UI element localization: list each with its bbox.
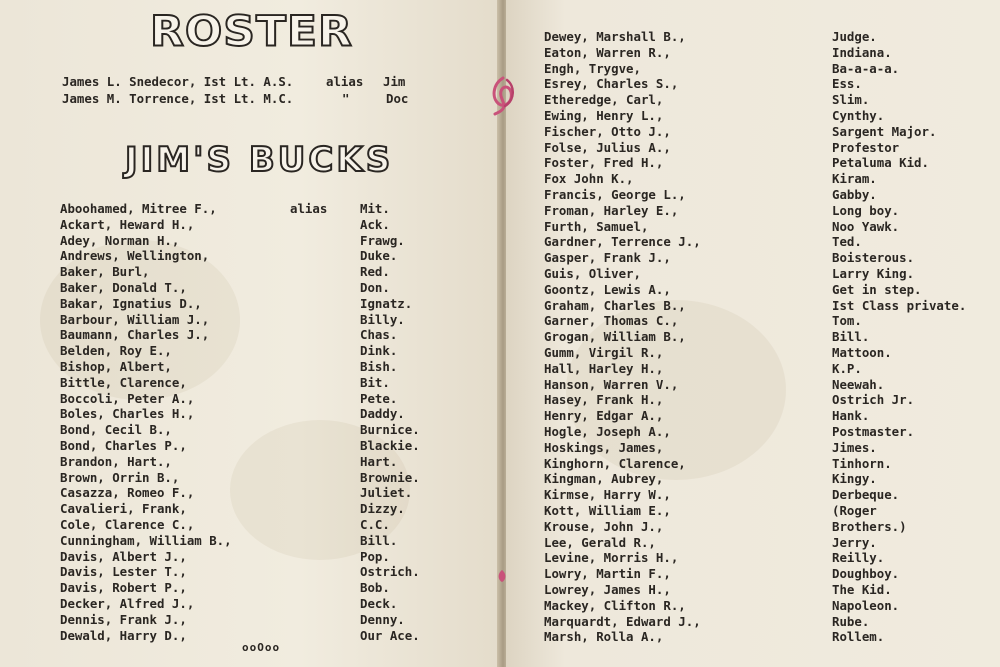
entry-nickname: Gabby. [832, 187, 877, 202]
roster-entry [0, 470, 500, 486]
entry-name: Kirmse, Harry W., [544, 487, 671, 503]
roster-entry [506, 614, 1000, 630]
entry-nickname: Ack. [360, 216, 390, 232]
roster-entry [0, 533, 500, 549]
entry-name: Bishop, Albert, [60, 359, 172, 374]
entry-nickname: Kiram. [832, 171, 877, 187]
entry-name: Cole, Clarence C., [60, 517, 195, 532]
entry-nickname: Hank. [832, 408, 870, 424]
entry-nickname: Ted. [832, 234, 862, 250]
officer-nickname: Doc [386, 91, 409, 106]
roster-entry [506, 76, 1000, 92]
roster-entry [0, 280, 500, 296]
entry-name: Bond, Charles P., [60, 438, 187, 453]
entry-name: Fischer, Otto J., [544, 123, 671, 139]
entry-name: Brandon, Hart., [60, 453, 172, 469]
entry-name: Brown, Orrin B., [60, 469, 180, 485]
entry-nickname: Larry King. [832, 266, 915, 281]
entry-nickname: Tinhorn. [832, 455, 892, 471]
roster-entry [506, 29, 1000, 45]
roster-entry [0, 438, 500, 454]
entry-nickname: Ess. [832, 76, 862, 92]
entry-name: Eaton, Warren R., [544, 44, 671, 60]
roster-entry [0, 454, 500, 470]
roster-entry [506, 440, 1000, 456]
entry-name: Gardner, Terrence J., [544, 234, 701, 250]
entry-nickname: Doughboy. [832, 566, 900, 582]
entry-name: Gumm, Virgil R., [544, 345, 664, 360]
entry-nickname: Daddy. [360, 406, 405, 422]
entry-nickname: Sargent Major. [832, 123, 937, 139]
roster-entry [0, 406, 500, 422]
entry-nickname: Blackie. [360, 438, 420, 453]
roster-entry [0, 596, 500, 612]
roster-entry [506, 140, 1000, 156]
entry-nickname: Red. [360, 264, 390, 280]
entry-nickname: Kingy. [832, 471, 877, 487]
entry-name: Bakar, Ignatius D., [60, 295, 202, 311]
entry-name: Dewald, Harry D., [60, 627, 187, 643]
entry-nickname: Slim. [832, 92, 870, 108]
roster-entry [506, 408, 1000, 424]
entry-nickname: Ostrich. [360, 564, 420, 580]
roster-entry [506, 234, 1000, 250]
entry-nickname: K.P. [832, 360, 862, 376]
roster-entry [506, 45, 1000, 61]
entry-name: Bond, Cecil B., [60, 422, 172, 438]
roster-entry [506, 519, 1000, 535]
roster-entry [0, 248, 500, 264]
entry-nickname: Tom. [832, 313, 862, 329]
roster-entry [0, 375, 500, 391]
officer-alias: alias [326, 74, 364, 89]
entry-name: Folse, Julius A., [544, 139, 671, 155]
roster-entry [0, 201, 500, 217]
entry-name: Kott, William E., [544, 503, 671, 518]
entry-name: Adey, Norman H., [60, 232, 180, 248]
entry-nickname: Dizzy. [360, 501, 405, 517]
entry-name: Grogan, William B., [544, 329, 686, 345]
entry-name: Cunningham, William B., [60, 532, 232, 548]
entry-name: Casazza, Romeo F., [60, 485, 195, 501]
roster-entry [506, 282, 1000, 298]
entry-name: Henry, Edgar A., [544, 408, 664, 424]
roster-entry [506, 313, 1000, 329]
entry-nickname: Don. [360, 280, 390, 295]
roster-entry [506, 250, 1000, 266]
entry-nickname: Hart. [360, 453, 398, 469]
roster-entry [506, 298, 1000, 314]
roster-entry [506, 329, 1000, 345]
bucks-title: JIM'S BUCKS [125, 140, 394, 180]
entry-nickname: Neewah. [832, 376, 885, 392]
entry-nickname: Burnice. [360, 422, 420, 438]
roster-entry [506, 187, 1000, 203]
roster-entry [0, 580, 500, 596]
alias-label: alias [290, 201, 328, 216]
entry-name: Baker, Burl, [60, 264, 150, 280]
roster-entry [0, 612, 500, 628]
entry-name: Decker, Alfred J., [60, 596, 195, 611]
entry-nickname: Bob. [360, 580, 390, 596]
entry-nickname: Petaluma Kid. [832, 155, 929, 171]
entry-nickname: Mit. [360, 201, 390, 216]
roster-entry [0, 359, 500, 375]
roster-entry [506, 566, 1000, 582]
roster-entry [0, 264, 500, 280]
entry-nickname: Brownie. [360, 469, 420, 485]
roster-entry [506, 598, 1000, 614]
entry-nickname: Indiana. [832, 44, 892, 60]
entry-name: Andrews, Wellington, [60, 248, 210, 264]
entry-name: Bittle, Clarence, [60, 374, 187, 390]
roster-entry [0, 343, 500, 359]
entry-name: Furth, Samuel, [544, 218, 649, 234]
roster-entry [506, 550, 1000, 566]
entry-nickname: Boisterous. [832, 250, 915, 266]
entry-nickname: Ba-a-a-a. [832, 60, 900, 76]
binding-thread-icon [495, 568, 509, 588]
entry-name: Froman, Harley E., [544, 202, 679, 218]
entry-name: Boccoli, Peter A., [60, 390, 195, 406]
roster-entry [506, 487, 1000, 503]
entry-name: Belden, Roy E., [60, 343, 172, 359]
entry-nickname: Dink. [360, 343, 398, 359]
roster-entry [506, 266, 1000, 282]
entry-nickname: Cynthy. [832, 108, 885, 123]
entry-nickname: Deck. [360, 596, 398, 611]
entry-nickname: Ignatz. [360, 295, 413, 311]
entry-name: Kingman, Aubrey, [544, 471, 664, 487]
entry-name: Baker, Donald T., [60, 280, 187, 295]
entry-name: Hoskings, James, [544, 439, 664, 455]
officer-name: James L. Snedecor, Ist Lt. A.S. [62, 74, 294, 89]
entry-nickname: Billy. [360, 311, 405, 327]
entry-name: Hasey, Frank H., [544, 392, 664, 408]
entry-name: Marsh, Rolla A., [544, 629, 664, 645]
entry-nickname: Derbeque. [832, 487, 900, 503]
entry-name: Hogle, Joseph A., [544, 424, 671, 439]
entry-name: Davis, Albert J., [60, 548, 187, 564]
binding-thread-icon [489, 74, 519, 118]
entry-nickname: Our Ace. [360, 627, 420, 643]
roster-entry [506, 629, 1000, 645]
entry-nickname: Get in step. [832, 281, 922, 297]
entry-name: Davis, Robert P., [60, 580, 187, 596]
entry-name: Barbour, William J., [60, 311, 210, 327]
roster-entry [506, 203, 1000, 219]
entry-nickname: Pete. [360, 390, 398, 406]
roster-entry [0, 549, 500, 565]
roster-entry [0, 312, 500, 328]
entry-name: Ewing, Henry L., [544, 108, 664, 123]
roster-entry [506, 503, 1000, 519]
roster-entry [506, 424, 1000, 440]
roster-entry [0, 217, 500, 233]
roster-entry [506, 471, 1000, 487]
entry-name: Engh, Trygve, [544, 60, 641, 76]
entry-nickname: Reilly. [832, 550, 885, 566]
entry-name: Kinghorn, Clarence, [544, 455, 686, 471]
entry-nickname: Pop. [360, 548, 390, 564]
entry-nickname: Postmaster. [832, 424, 915, 439]
roster-entry [506, 361, 1000, 377]
entry-name: Guis, Oliver, [544, 266, 641, 281]
entry-name: Boles, Charles H., [60, 406, 195, 422]
entry-name: Esrey, Charles S., [544, 76, 679, 92]
entry-name: Baumann, Charles J., [60, 327, 210, 343]
entry-name: Etheredge, Carl, [544, 92, 664, 108]
entry-name: Goontz, Lewis A., [544, 281, 671, 297]
entry-nickname: Noo Yawk. [832, 218, 900, 234]
entry-name: Hanson, Warren V., [544, 376, 679, 392]
roster-entry [506, 219, 1000, 235]
roster-entry [0, 296, 500, 312]
entry-nickname: Rollem. [832, 629, 885, 645]
roster-entry [0, 485, 500, 501]
entry-name: Davis, Lester T., [60, 564, 187, 580]
roster-entry [506, 124, 1000, 140]
entry-nickname: (Roger [832, 503, 877, 518]
roster-entry [0, 327, 500, 343]
entry-nickname: Frawg. [360, 232, 405, 248]
officer-nickname: Jim [383, 74, 406, 89]
roster-entry [506, 108, 1000, 124]
entry-nickname: Long boy. [832, 202, 900, 218]
roster-entry [0, 517, 500, 533]
entry-name: Levine, Morris H., [544, 550, 679, 566]
entry-nickname: Denny. [360, 611, 405, 627]
entry-name: Lee, Gerald R., [544, 534, 656, 550]
entry-nickname: The Kid. [832, 582, 892, 597]
entry-name: Ackart, Heward H., [60, 216, 195, 232]
entry-nickname: Bill. [832, 329, 870, 345]
roster-entry [0, 422, 500, 438]
entry-name: Hall, Harley H., [544, 360, 664, 376]
entry-nickname: Napoleon. [832, 597, 900, 613]
roster-entry [506, 456, 1000, 472]
right-page [506, 0, 1000, 667]
entry-name: Dennis, Frank J., [60, 611, 187, 627]
entry-nickname: Chas. [360, 327, 398, 343]
entry-nickname: Bish. [360, 359, 398, 374]
entry-nickname: C.C. [360, 517, 390, 532]
roster-entry [0, 391, 500, 407]
roster-entry [0, 564, 500, 580]
entry-nickname: Ostrich Jr. [832, 392, 915, 408]
roster-entry [506, 155, 1000, 171]
entry-nickname: Ist Class private. [832, 297, 967, 313]
entry-nickname: Juliet. [360, 485, 413, 501]
roster-entry [0, 501, 500, 517]
entry-nickname: Bit. [360, 374, 390, 390]
entry-name: Fox John K., [544, 171, 634, 187]
roster-entry [506, 61, 1000, 77]
officer-name: James M. Torrence, Ist Lt. M.C. [62, 91, 294, 106]
entry-nickname: Judge. [832, 29, 877, 44]
entry-name: Aboohamed, Mitree F., [60, 201, 217, 216]
roster-title: ROSTER [150, 7, 353, 56]
roster-entry [506, 535, 1000, 551]
entry-name: Krouse, John J., [544, 518, 664, 534]
roster-entry [506, 345, 1000, 361]
entry-nickname: Rube. [832, 613, 870, 629]
entry-name: Graham, Charles B., [544, 297, 686, 313]
roster-entry [506, 392, 1000, 408]
officer-alias: " [342, 91, 350, 106]
entry-name: Marquardt, Edward J., [544, 613, 701, 629]
entry-nickname: Duke. [360, 248, 398, 264]
roster-entry [0, 233, 500, 249]
entry-nickname: Profestor [832, 139, 900, 155]
entry-nickname: Brothers.) [832, 518, 907, 534]
entry-name: Cavalieri, Frank, [60, 501, 187, 517]
entry-nickname: Bill. [360, 532, 398, 548]
page-number: ooOoo [242, 641, 281, 654]
roster-entry [506, 377, 1000, 393]
entry-nickname: Jerry. [832, 534, 877, 550]
entry-name: Mackey, Clifton R., [544, 597, 686, 613]
roster-entry [506, 582, 1000, 598]
entry-name: Francis, George L., [544, 187, 686, 202]
roster-entry [506, 171, 1000, 187]
roster-entry [506, 92, 1000, 108]
entry-nickname: Jimes. [832, 439, 877, 455]
entry-name: Dewey, Marshall B., [544, 29, 686, 44]
entry-name: Lowry, Martin F., [544, 566, 671, 582]
entry-name: Garner, Thomas C., [544, 313, 679, 329]
entry-nickname: Mattoon. [832, 345, 892, 360]
entry-name: Gasper, Frank J., [544, 250, 671, 266]
entry-name: Lowrey, James H., [544, 582, 671, 597]
entry-name: Foster, Fred H., [544, 155, 664, 171]
